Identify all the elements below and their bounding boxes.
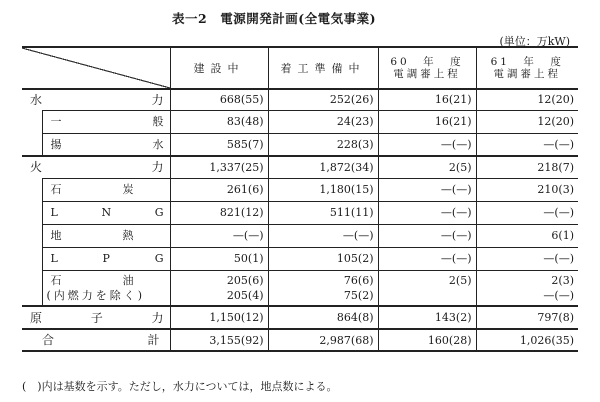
cell-value: 76(6) [343,273,374,287]
row-total [22,329,578,351]
header-fy61-review: 電調審上程 [493,68,561,80]
header-under-construction: 建設中 [170,47,268,89]
cell-value: 668(55) [170,89,268,110]
cell-value: 75(2) [343,288,374,302]
cell-value: 3,155(92) [170,329,268,351]
row-coal [22,178,578,201]
cell-value: 797(8) [476,306,578,329]
cell-value: 2(3) [551,273,574,287]
cell-value: 83(48) [170,110,268,133]
cell-value: —(—) [476,247,578,270]
cell-value: —(—) [170,224,268,247]
row-nuclear [22,306,578,329]
row-label-hydro: 水 力 [30,92,164,107]
cell-value: —(—) [543,288,574,302]
table-caption: 表一2 電源開発計画(全電気事業) [172,11,377,26]
cell-value: 12(20) [476,89,578,110]
row-label-oil: 石 油 (内燃力を除く) [43,273,170,303]
cell-value: —(—) [378,133,476,156]
row-label-coal: 石 炭 [50,183,134,196]
cell-value: 105(2) [268,247,378,270]
power-plan-table [22,46,578,352]
row-label-nuclear: 原 子 力 [30,310,164,325]
cell-value: —(—) [378,247,476,270]
cell-value: —(—) [476,133,578,156]
cell-value: 1,150(12) [170,306,268,329]
header-fy61-year: 61 年 度 [490,55,564,68]
cell-value: 2(5) [448,273,472,287]
cell-value: 1,026(35) [476,329,578,351]
cell-value: 16(21) [378,110,476,133]
row-label-thermal: 火 力 [30,160,164,175]
cell-value: —(—) [476,201,578,224]
unit-label: (単位：万kW) [499,35,570,48]
row-label-geothermal: 地 熱 [50,229,134,242]
cell-value: 143(2) [378,306,476,329]
cell-value: 1,872(34) [268,156,378,178]
row-label-lng: L N G [50,206,164,219]
cell-value: 585(7) [170,133,268,156]
cell-value: 1,337(25) [170,156,268,178]
cell-value: 261(6) [170,178,268,201]
cell-value: —(—) [378,178,476,201]
header-preparing: 着工準備中 [268,47,378,89]
row-label-oil-note: (内燃力を除く) [46,288,146,302]
header-fy60 [378,47,476,89]
header-row [22,47,578,89]
footnote: ( )内は基数を示す。ただし，水力については，地点数による。 [22,380,338,393]
cell-value: 6(1) [476,224,578,247]
row-general [22,110,578,133]
cell-value: 511(11) [268,201,378,224]
cell-value: 2,987(68) [268,329,378,351]
row-label-lpg: L P G [50,252,164,265]
cell-value: 1,180(15) [268,178,378,201]
cell-value: 205(4) [226,288,264,302]
row-thermal [22,156,578,178]
cell-value: —(—) [378,224,476,247]
header-diagonal-cell [22,47,170,89]
row-oil [22,270,578,306]
header-fy60-year: 60 年 度 [390,55,464,68]
cell-value: 252(26) [268,89,378,110]
cell-value: 12(20) [476,110,578,133]
row-label-total: 合 計 [42,333,160,347]
cell-value: —(—) [268,224,378,247]
cell-value: 228(3) [268,133,378,156]
header-fy60-review: 電調審上程 [393,68,461,80]
cell-value: 218(7) [476,156,578,178]
cell-value: 2(5) [378,156,476,178]
row-hydro [22,89,578,110]
row-lng [22,201,578,224]
row-label-general: 一 般 [50,115,164,128]
header-fy61 [476,47,578,89]
cell-value: 205(6) [226,273,264,287]
cell-value: 16(21) [378,89,476,110]
row-geothermal [22,224,578,247]
row-lpg [22,247,578,270]
cell-value: 24(23) [268,110,378,133]
cell-value: —(—) [378,201,476,224]
row-pumped [22,133,578,156]
row-label-pumped: 揚 水 [50,137,164,151]
cell-value: 864(8) [268,306,378,329]
cell-value: 50(1) [170,247,268,270]
cell-value: 160(28) [378,329,476,351]
cell-value: 210(3) [476,178,578,201]
cell-value: 821(12) [170,201,268,224]
